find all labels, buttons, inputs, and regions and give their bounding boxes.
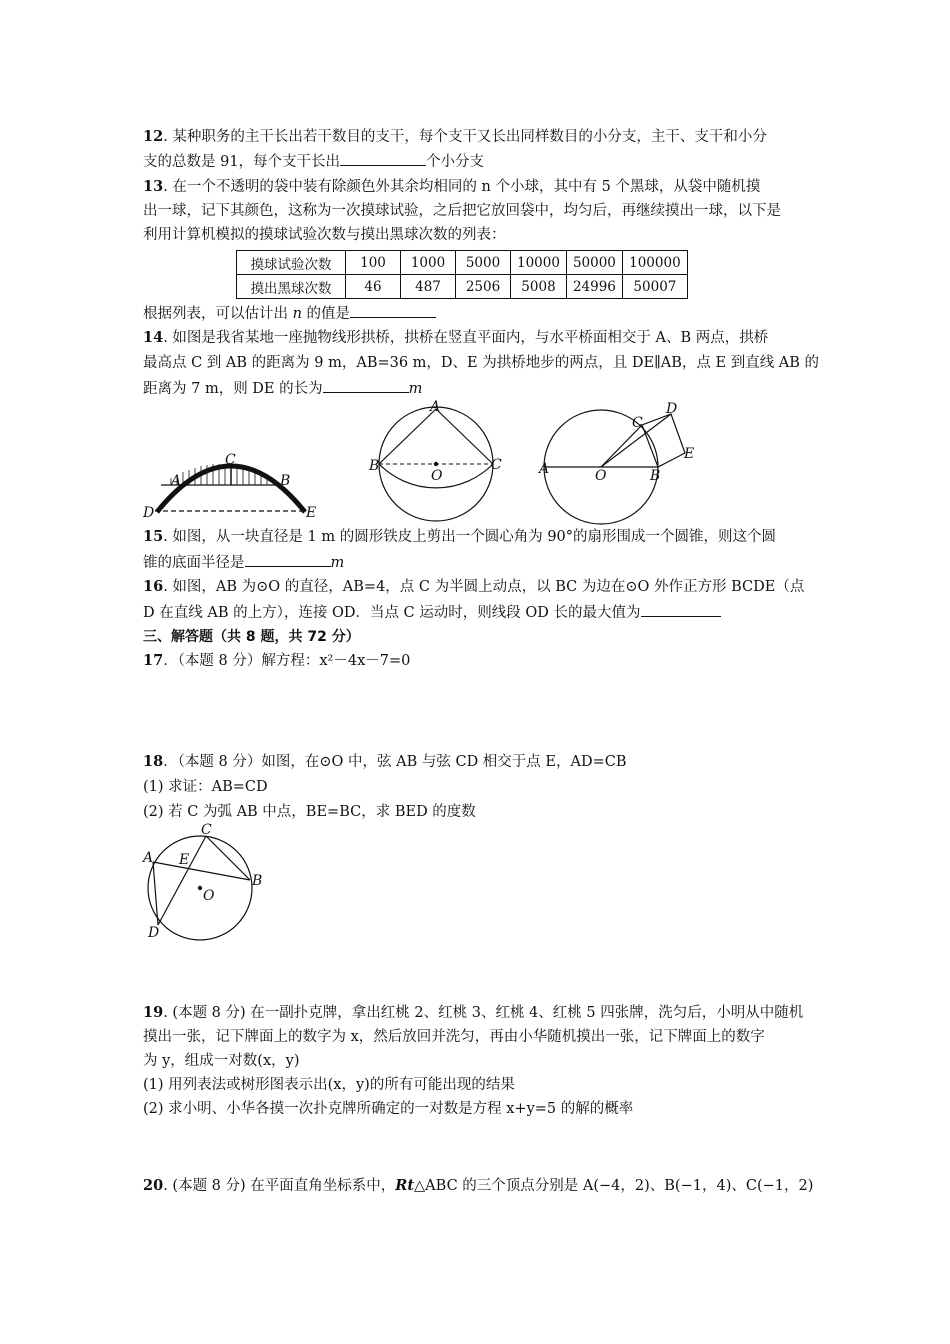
bridge-label-a: A — [171, 473, 182, 489]
q20-line1: 20. (本题 8 分) 在平面直角坐标系中，Rt△ABC 的三个顶点分别是 A(−4，2)、B(−1，4)、C(−1，2) — [143, 1177, 814, 1194]
q19-line1: 19. (本题 8 分) 在一副扑克牌，拿出红桃 2、红桃 3、红桃 4、红桃 5 四张牌，洗匀后，小明从中随机 — [143, 1004, 804, 1021]
table-cell: 50007 — [622, 275, 687, 299]
cone-label-o: O — [431, 468, 443, 484]
q18-circle-figure — [143, 822, 273, 940]
table-row — [237, 275, 688, 299]
table-cell: 10000 — [511, 251, 567, 275]
q18-label-a: A — [143, 850, 154, 866]
table-row — [237, 251, 688, 275]
q15-line1: 15. 如图，从一块直径是 1 m 的圆形铁皮上剪出一个圆心角为 90°的扇形围成一个圆锥，则这个圆 — [143, 528, 777, 545]
table-cell: 487 — [401, 275, 456, 299]
cone-label-a: A — [430, 399, 441, 415]
q15-answer-blank[interactable] — [245, 552, 331, 567]
q13-line1: 13. 在一个不透明的袋中装有除颜色外其余均相同的 n 个小球，其中有 5 个黑球，从袋中随机摸 — [143, 178, 761, 195]
q16-line2: D 在直线 AB 的上方），连接 OD．当点 C 运动时，则线段 OD 长的最大值为 — [143, 602, 721, 623]
q19-line2: 摸出一张，记下牌面上的数字为 x，然后放回并洗匀，再由小华随机摸出一张，记下牌面上的数字 — [143, 1029, 765, 1045]
q14-line3: 距离为 7 m，则 DE 的长为 m — [143, 378, 422, 399]
q20-number: 20 — [143, 1177, 164, 1194]
square-label-e: E — [684, 446, 695, 462]
table-cell: 50000 — [566, 251, 622, 275]
q13-trial-table — [236, 250, 688, 299]
q18-label-c: C — [201, 822, 212, 838]
q12-number: 12 — [143, 128, 164, 145]
q18-line2: (1) 求证：AB=CD — [143, 779, 268, 795]
q19-line4: (1) 用列表法或树形图表示出(x，y)的所有可能出现的结果 — [143, 1077, 515, 1093]
table-cell: 5000 — [456, 251, 511, 275]
q14-line2: 最高点 C 到 AB 的距离为 9 m，AB=36 m，D、E 为拱桥地步的两点，且 DE∥AB，点 E 到直线 AB 的 — [143, 355, 820, 371]
square-label-d: D — [666, 401, 678, 417]
table-header-cell: 摸出黑球次数 — [237, 275, 346, 299]
q13-line2: 出一球，记下其颜色，这称为一次摸球试验，之后把它放回袋中，均匀后，再继续摸出一球，以下是 — [143, 203, 781, 219]
q17-line: 17．（本题 8 分）解方程：x²－4x－7=0 — [143, 652, 411, 669]
q14-number: 14 — [143, 329, 164, 346]
bridge-label-c: C — [225, 452, 236, 468]
q19-number: 19 — [143, 1004, 164, 1021]
square-label-b: B — [650, 468, 661, 484]
q13-line3: 利用计算机模拟的摸球试验次数与摸出黑球次数的列表： — [143, 227, 506, 243]
q12-line1: 12. 某种职务的主干长出若干数目的支干，每个支干又长出同样数目的小分支，主干、支干和小分 — [143, 128, 767, 145]
q19-line5: (2) 求小明、小华各摸一次扑克牌所确定的一对数是方程 x+y=5 的解的概率 — [143, 1101, 634, 1117]
q18-label-e: E — [179, 852, 190, 868]
table-cell: 5008 — [511, 275, 567, 299]
table-header-cell: 摸球试验次数 — [237, 251, 346, 275]
table-cell: 100000 — [622, 251, 687, 275]
q15-line2: 锥的底面半径是 m — [143, 552, 344, 573]
table-cell: 1000 — [401, 251, 456, 275]
bridge-figure — [143, 450, 323, 522]
q15-number: 15 — [143, 528, 164, 545]
cone-label-b: B — [369, 458, 380, 474]
bridge-label-b: B — [280, 473, 291, 489]
cone-sector-figure — [365, 398, 507, 524]
q18-label-d: D — [148, 925, 160, 941]
q18-label-o: O — [203, 888, 215, 904]
square-label-c: C — [632, 415, 643, 431]
q18-line3: (2) 若 C 为弧 AB 中点，BE=BC，求 BED 的度数 — [143, 804, 476, 820]
q12-line2: 支的总数是 91，每个支干长出 个小分支 — [143, 151, 484, 172]
bridge-label-e: E — [306, 505, 317, 521]
q19-line3: 为 y，组成一对数(x，y) — [143, 1053, 300, 1069]
square-label-o: O — [595, 468, 607, 484]
table-cell: 100 — [346, 251, 401, 275]
q18-number: 18 — [143, 753, 164, 770]
q13-number: 13 — [143, 178, 164, 195]
table-cell: 46 — [346, 275, 401, 299]
q14-answer-blank[interactable] — [323, 378, 409, 393]
square-circle-figure — [539, 400, 699, 522]
q12-answer-blank[interactable] — [340, 151, 426, 166]
cone-label-c: C — [491, 457, 502, 473]
q18-label-b: B — [252, 873, 263, 889]
table-cell: 24996 — [566, 275, 622, 299]
q16-line1: 16. 如图，AB 为⊙O 的直径，AB=4，点 C 为半圆上动点，以 BC 为边在⊙O 外作正方形 BCDE（点 — [143, 578, 805, 595]
bridge-label-d: D — [143, 505, 155, 521]
square-label-a: A — [539, 461, 550, 477]
q13-answer-blank[interactable] — [350, 303, 436, 318]
q13-after-line: 根据列表，可以估计出 n 的值是 — [143, 303, 436, 324]
q16-number: 16 — [143, 578, 164, 595]
q16-answer-blank[interactable] — [641, 602, 721, 617]
q18-line1: 18．（本题 8 分）如图，在⊙O 中，弦 AB 与弦 CD 相交于点 E，AD=CB — [143, 753, 627, 770]
table-cell: 2506 — [456, 275, 511, 299]
q14-line1: 14. 如图是我省某地一座抛物线形拱桥，拱桥在竖直平面内，与水平桥面相交于 A、B 两点，拱桥 — [143, 329, 769, 346]
section-3-heading: 三、解答题（共 8 题，共 72 分） — [143, 629, 360, 645]
q17-number: 17 — [143, 652, 164, 669]
